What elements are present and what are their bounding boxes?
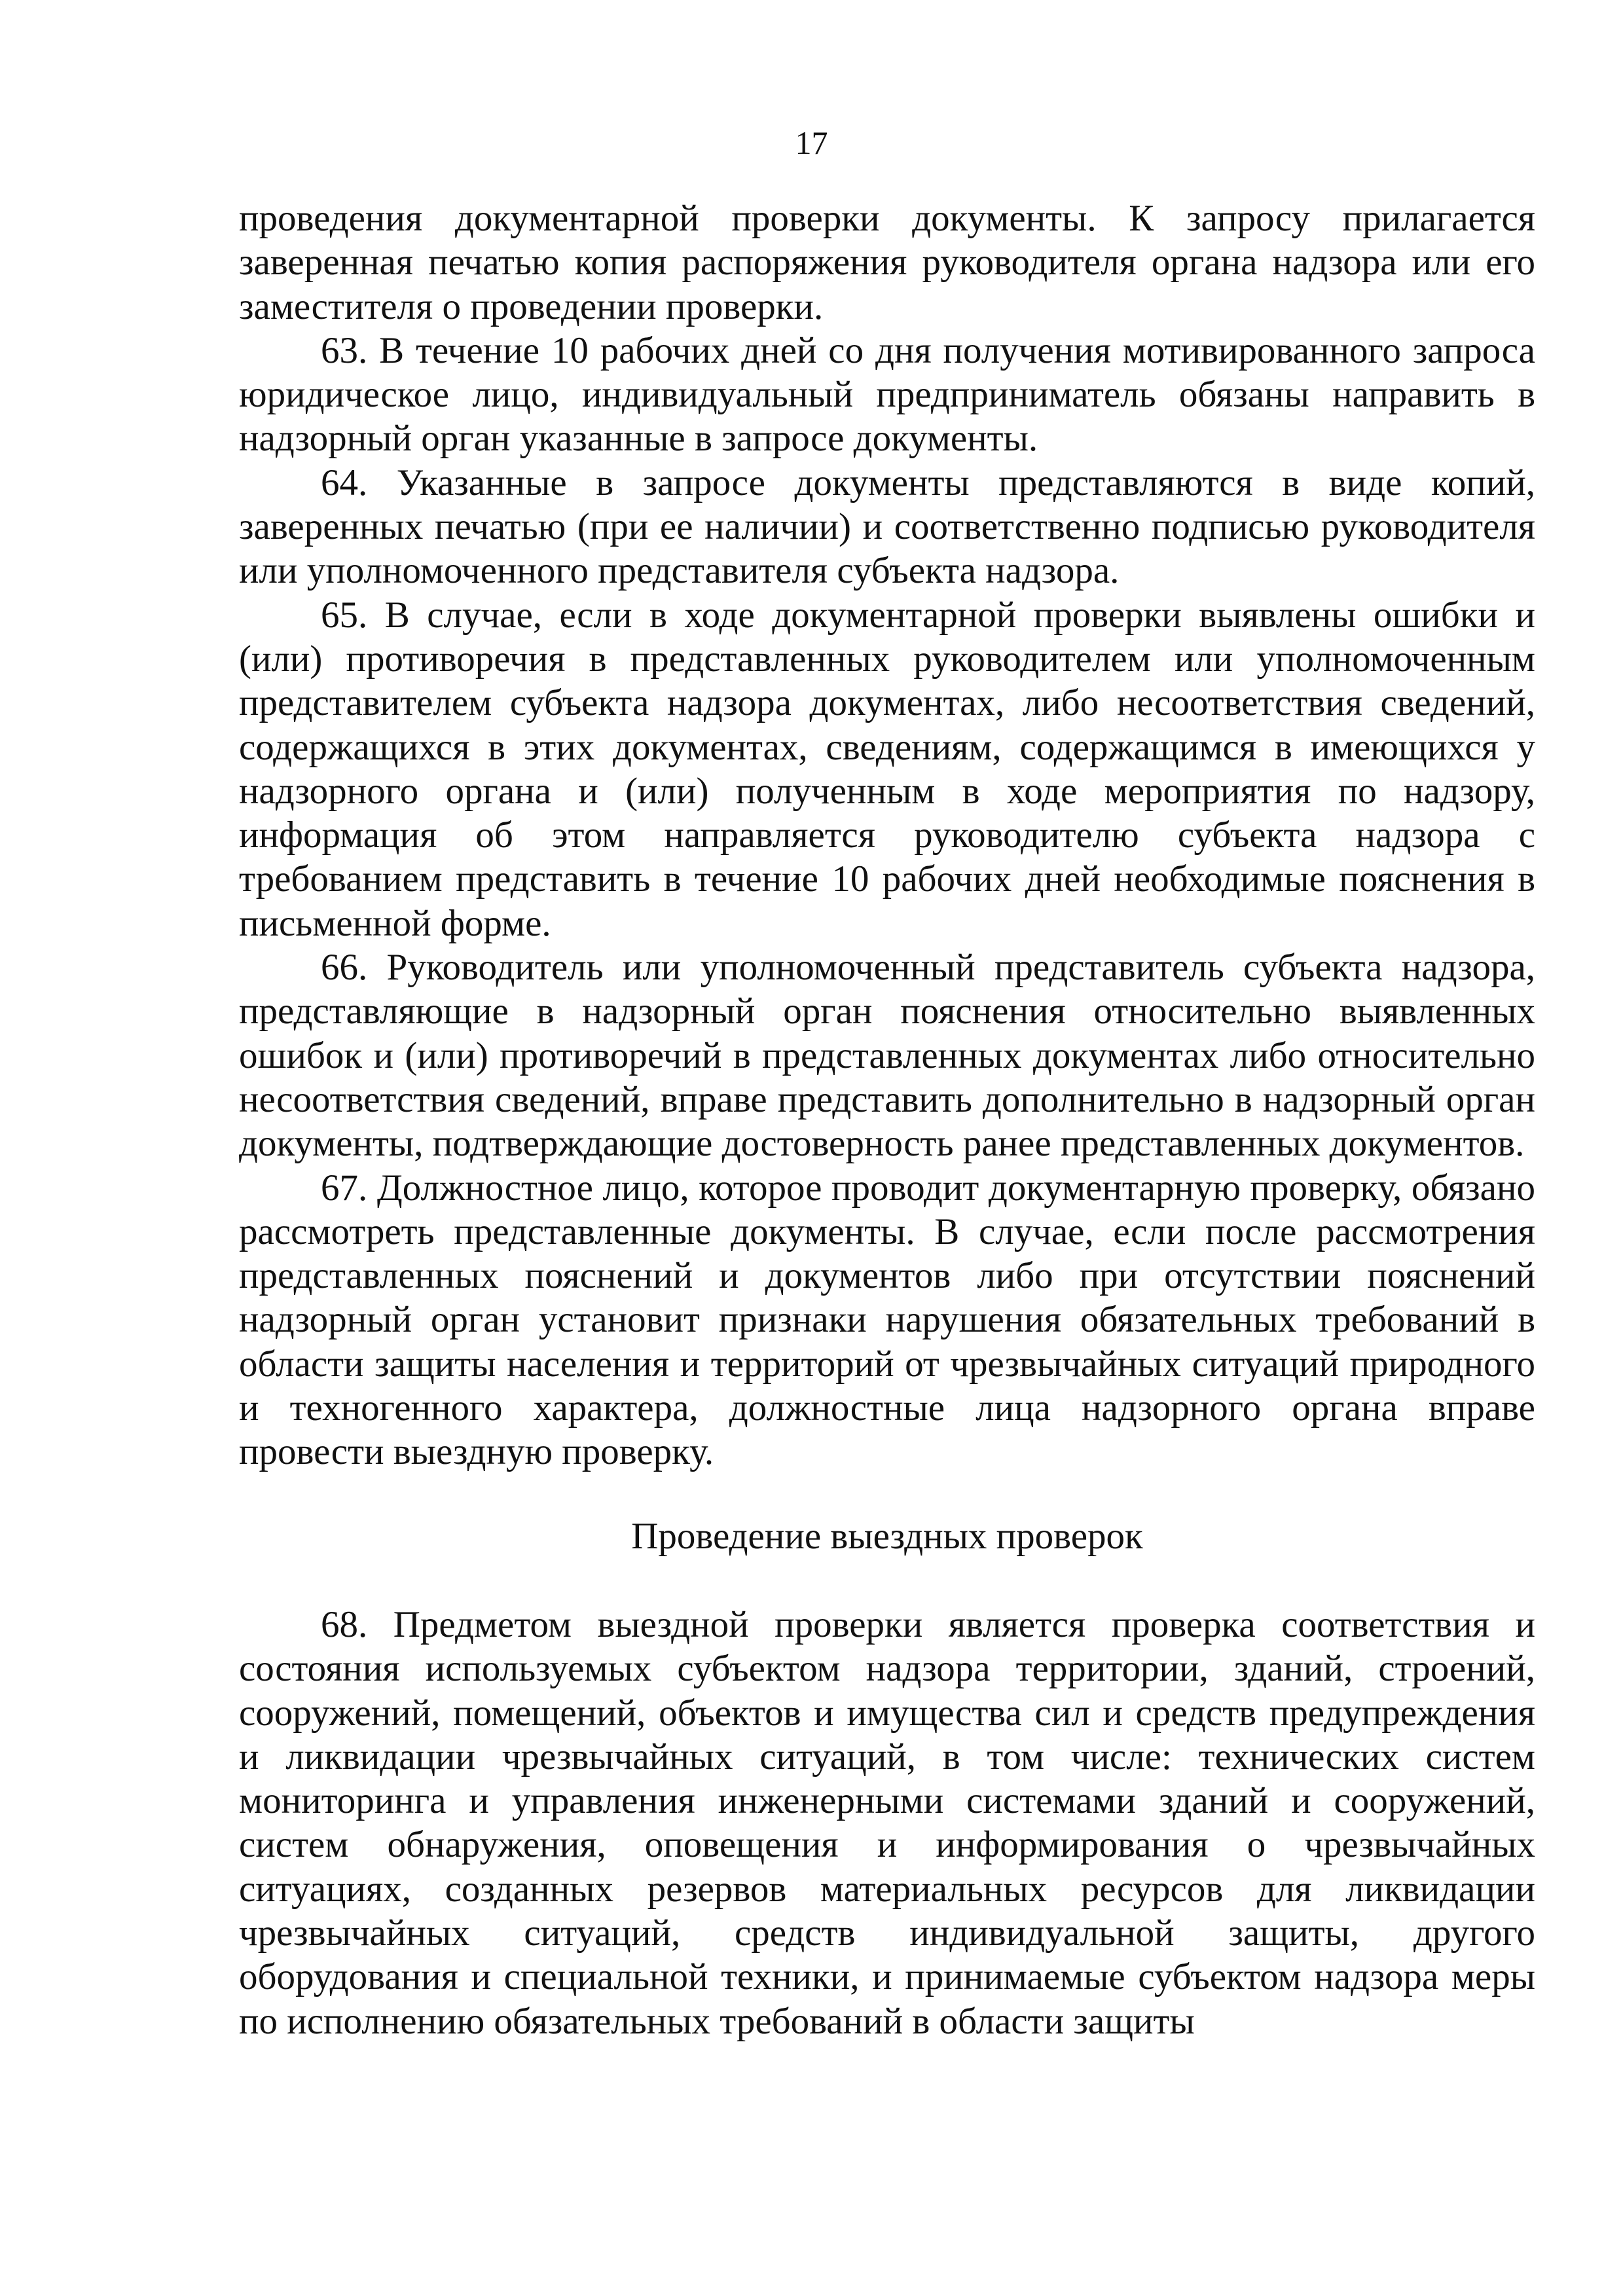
paragraph-64: 64. Указанные в запросе документы представляются в виде копий, заверенных печатью (при ее наличии) и соответственно подписью руководителя или уполномоченного представителя субъекта надзора. xyxy=(239,462,1535,592)
paragraph-continuation: проведения документарной проверки документы. К запросу прилагается заверенная печатью копия распоряжения руководителя органа надзора или его заместителя о проведении проверки. xyxy=(239,198,1535,327)
paragraph-66: 66. Руководитель или уполномоченный представитель субъекта надзора, представляющие в надзорный орган пояснения относительно выявленных ошибок и (или) противоречий в представленных документах либо относительно несоответствия сведений, вправе представить дополнительно в надзорный орган документы, подтверждающие достоверность ранее представленных документов. xyxy=(239,947,1535,1165)
paragraph-68: 68. Предметом выездной проверки является проверка соответствия и состояния используемых субъектом надзора территории, зданий, строений, сооружений, помещений, объектов и имущества сил и средств предупреждения и ликвидации чрезвычайных ситуаций, в том числе: технических систем мониторинга и управления инженерными системами зданий и сооружений, систем обнаружения, оповещения и информирования о чрезвычайных ситуациях, созданных резервов материальных ресурсов для ликвидации чрезвычайных ситуаций, средств индивидуальной защиты, другого оборудования и специальной техники, и принимаемые субъектом надзора меры по исполнению обязательных требований в области защиты xyxy=(239,1603,1535,2042)
section-heading: Проведение выездных проверок xyxy=(631,1515,1143,1557)
paragraph-67: 67. Должностное лицо, которое проводит документарную проверку, обязано рассмотреть представленные документы. В случае, если после рассмотрения представленных пояснений и документов либо при отсутствии пояснений надзорный орган установит признаки нарушения обязательных требований в области защиты населения и территорий от чрезвычайных ситуаций природного и техногенного характера, должностные лица надзорного органа вправе провести выездную проверку. xyxy=(239,1167,1535,1473)
page-number: 17 xyxy=(795,124,828,161)
paragraph-65: 65. В случае, если в ходе документарной проверки выявлены ошибки и (или) противоречия в представленных руководителем или уполномоченным представителем субъекта надзора документах, либо несоответствия сведений, содержащихся в этих документах, сведениям, содержащимся в имеющихся у надзорного органа и (или) полученным в ходе мероприятия по надзору, информация об этом направляется руководителю субъекта надзора с требованием представить в течение 10 рабочих дней необходимые пояснения в письменной форме. xyxy=(239,594,1535,944)
document-body xyxy=(239,196,1535,2043)
paragraph-63: 63. В течение 10 рабочих дней со дня получения мотивированного запроса юридическое лицо, индивидуальный предприниматель обязаны направить в надзорный орган указанные в запросе документы. xyxy=(239,329,1535,460)
